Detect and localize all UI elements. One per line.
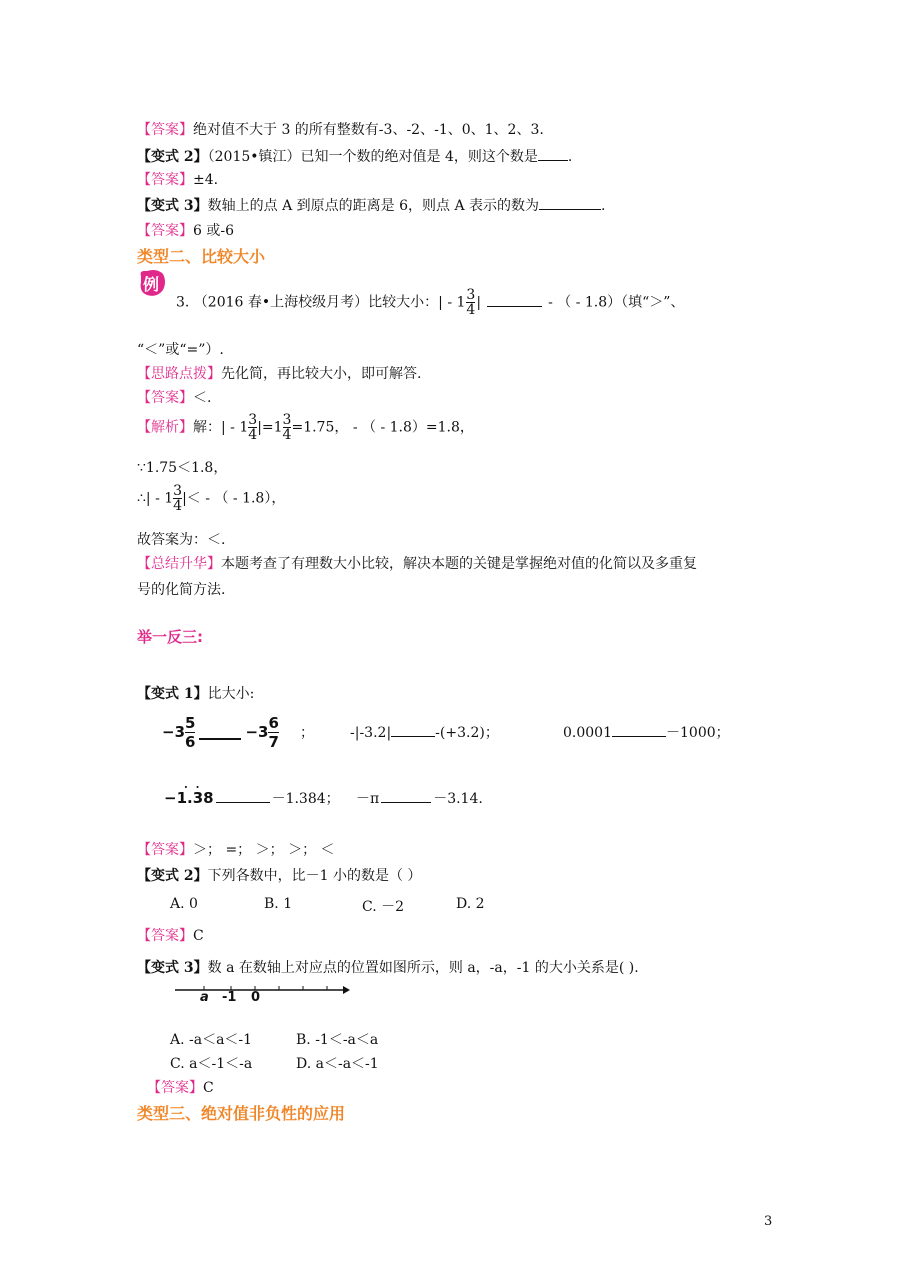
variant-tag: 【变式 2】 xyxy=(137,149,208,165)
since-line: ∵1.75＜1.8， xyxy=(137,460,228,476)
answer-text: 6 或-6 xyxy=(193,223,234,239)
fraction: $\frac{3}{4}$ xyxy=(173,483,183,514)
example-badge-label: 例 xyxy=(143,275,160,294)
axis-label-0: 0 xyxy=(251,990,261,1005)
answer-blank xyxy=(487,292,542,307)
answer-tag: 【答案】 xyxy=(137,122,193,138)
fraction: $\frac{3}{4}$ xyxy=(466,287,476,318)
answer-blank xyxy=(539,195,601,210)
fraction: $\frac{3}{4}$ xyxy=(282,412,292,443)
summary-line-2: 号的化简方法. xyxy=(137,582,226,598)
variant-2b-line: 【变式 2】下列各数中，比－1 小的数是（ ） xyxy=(137,868,422,884)
answer-blank xyxy=(391,722,435,737)
variant-text: 数轴上的点 A 到原点的距离是 6，则点 A 表示的数为 xyxy=(207,198,540,214)
answer-line-0 xyxy=(137,120,544,140)
example-3-question: 3. （2016 春•上海校级月考）比较大小：| - 1 $\frac{3}{4}$ | - （ - 1.8）（填“＞”、 xyxy=(176,287,685,318)
separator: ； xyxy=(300,725,314,741)
option-a: A. -a＜a＜-1 xyxy=(170,1032,253,1048)
fraction: $\frac{6}{7}$ xyxy=(268,714,279,751)
therefore-line: ∴| - 1 $\frac{3}{4}$ |＜ - （ - 1.8）， xyxy=(137,483,286,514)
repeating-compare: −1.38 －1.384； xyxy=(164,789,340,807)
answer-blank xyxy=(381,788,431,803)
summary-line-1: 【总结升华】本题考查了有理数大小比较，解决本题的关键是掌握绝对值的化简以及多重复 xyxy=(137,556,697,572)
answer-text: 绝对值不大于 3 的所有整数有-3、-2、-1、0、1、2、3. xyxy=(193,122,544,138)
section-3-heading: 类型三、绝对值非负性的应用 xyxy=(137,1104,346,1123)
section-2-heading: 类型二、比较大小 xyxy=(137,247,266,266)
answer-blank xyxy=(216,788,270,803)
variant-text: （2015•镇江）已知一个数的绝对值是 4，则这个数是 xyxy=(207,149,538,165)
pi-compare: －π －3.14. xyxy=(356,788,483,808)
variant-3-line: 【变式 3】数轴上的点 A 到原点的距离是 6，则点 A 表示的数为 . xyxy=(137,195,605,216)
variant-3b-line: 【变式 3】数 a 在数轴上对应点的位置如图所示，则 a，-a，-1 的大小关系是( ). xyxy=(137,960,639,976)
answer-line-3 xyxy=(137,221,234,241)
option-a: A. 0 xyxy=(170,896,198,912)
mixed-number-compare: −3 $\frac{5}{6}$ −3 $\frac{6}{7}$ xyxy=(162,714,279,751)
option-b: B. 1 xyxy=(264,896,293,912)
answer-text: ±4. xyxy=(193,172,219,188)
page-number: 3 xyxy=(764,1214,773,1229)
answer-tag: 【答案】 xyxy=(137,172,193,188)
answer-line-ex3: 【答案】＜. xyxy=(137,390,212,406)
decimal-compare: 0.0001 －1000； xyxy=(563,722,730,742)
option-d: D. 2 xyxy=(456,896,485,912)
answer-line-2 xyxy=(137,170,218,190)
option-c: C. a＜-1＜-a xyxy=(170,1056,253,1072)
fraction: $\frac{3}{4}$ xyxy=(248,412,258,443)
option-c: C. －2 xyxy=(362,899,405,915)
fraction: $\frac{5}{6}$ xyxy=(185,714,196,751)
juyi-heading: 举一反三: xyxy=(137,628,203,646)
answer-blank xyxy=(612,722,666,737)
example-3-question-line-2: “＜”或“=”）. xyxy=(137,342,224,358)
repeating-dots: . . xyxy=(184,778,202,791)
variant-tag: 【变式 3】 xyxy=(137,198,208,214)
option-b: B. -1＜-a＜a xyxy=(296,1032,379,1048)
so-line: 故答案为：＜. xyxy=(137,532,226,548)
answer-line-v1: 【答案】＞； =； ＞； ＞； ＜ xyxy=(137,842,335,858)
variant-1-line: 【变式 1】比大小: xyxy=(137,686,255,702)
answer-blank xyxy=(199,726,241,740)
answer-tag: 【答案】 xyxy=(137,223,193,239)
axis-label-a: a xyxy=(200,990,209,1005)
variant-2-line: 【变式 2】（2015•镇江）已知一个数的绝对值是 4，则这个数是 . xyxy=(137,146,572,167)
answer-blank xyxy=(538,146,568,161)
axis-label-minus-1: -1 xyxy=(222,990,237,1005)
thinking-line: 【思路点拨】先化简，再比较大小，即可解答. xyxy=(137,366,422,382)
option-d: D. a＜-a＜-1 xyxy=(296,1056,379,1072)
analysis-line: 【解析】解：| - 1 $\frac{3}{4}$ |=1 $\frac{3}{4}$ =1.75， - （ - 1.8）=1.8， xyxy=(137,412,474,443)
answer-line-v2b: 【答案】C xyxy=(137,928,204,944)
answer-line-v3b: 【答案】C xyxy=(147,1080,214,1096)
abs-compare: -|-3.2| -(+3.2)； xyxy=(350,722,499,742)
